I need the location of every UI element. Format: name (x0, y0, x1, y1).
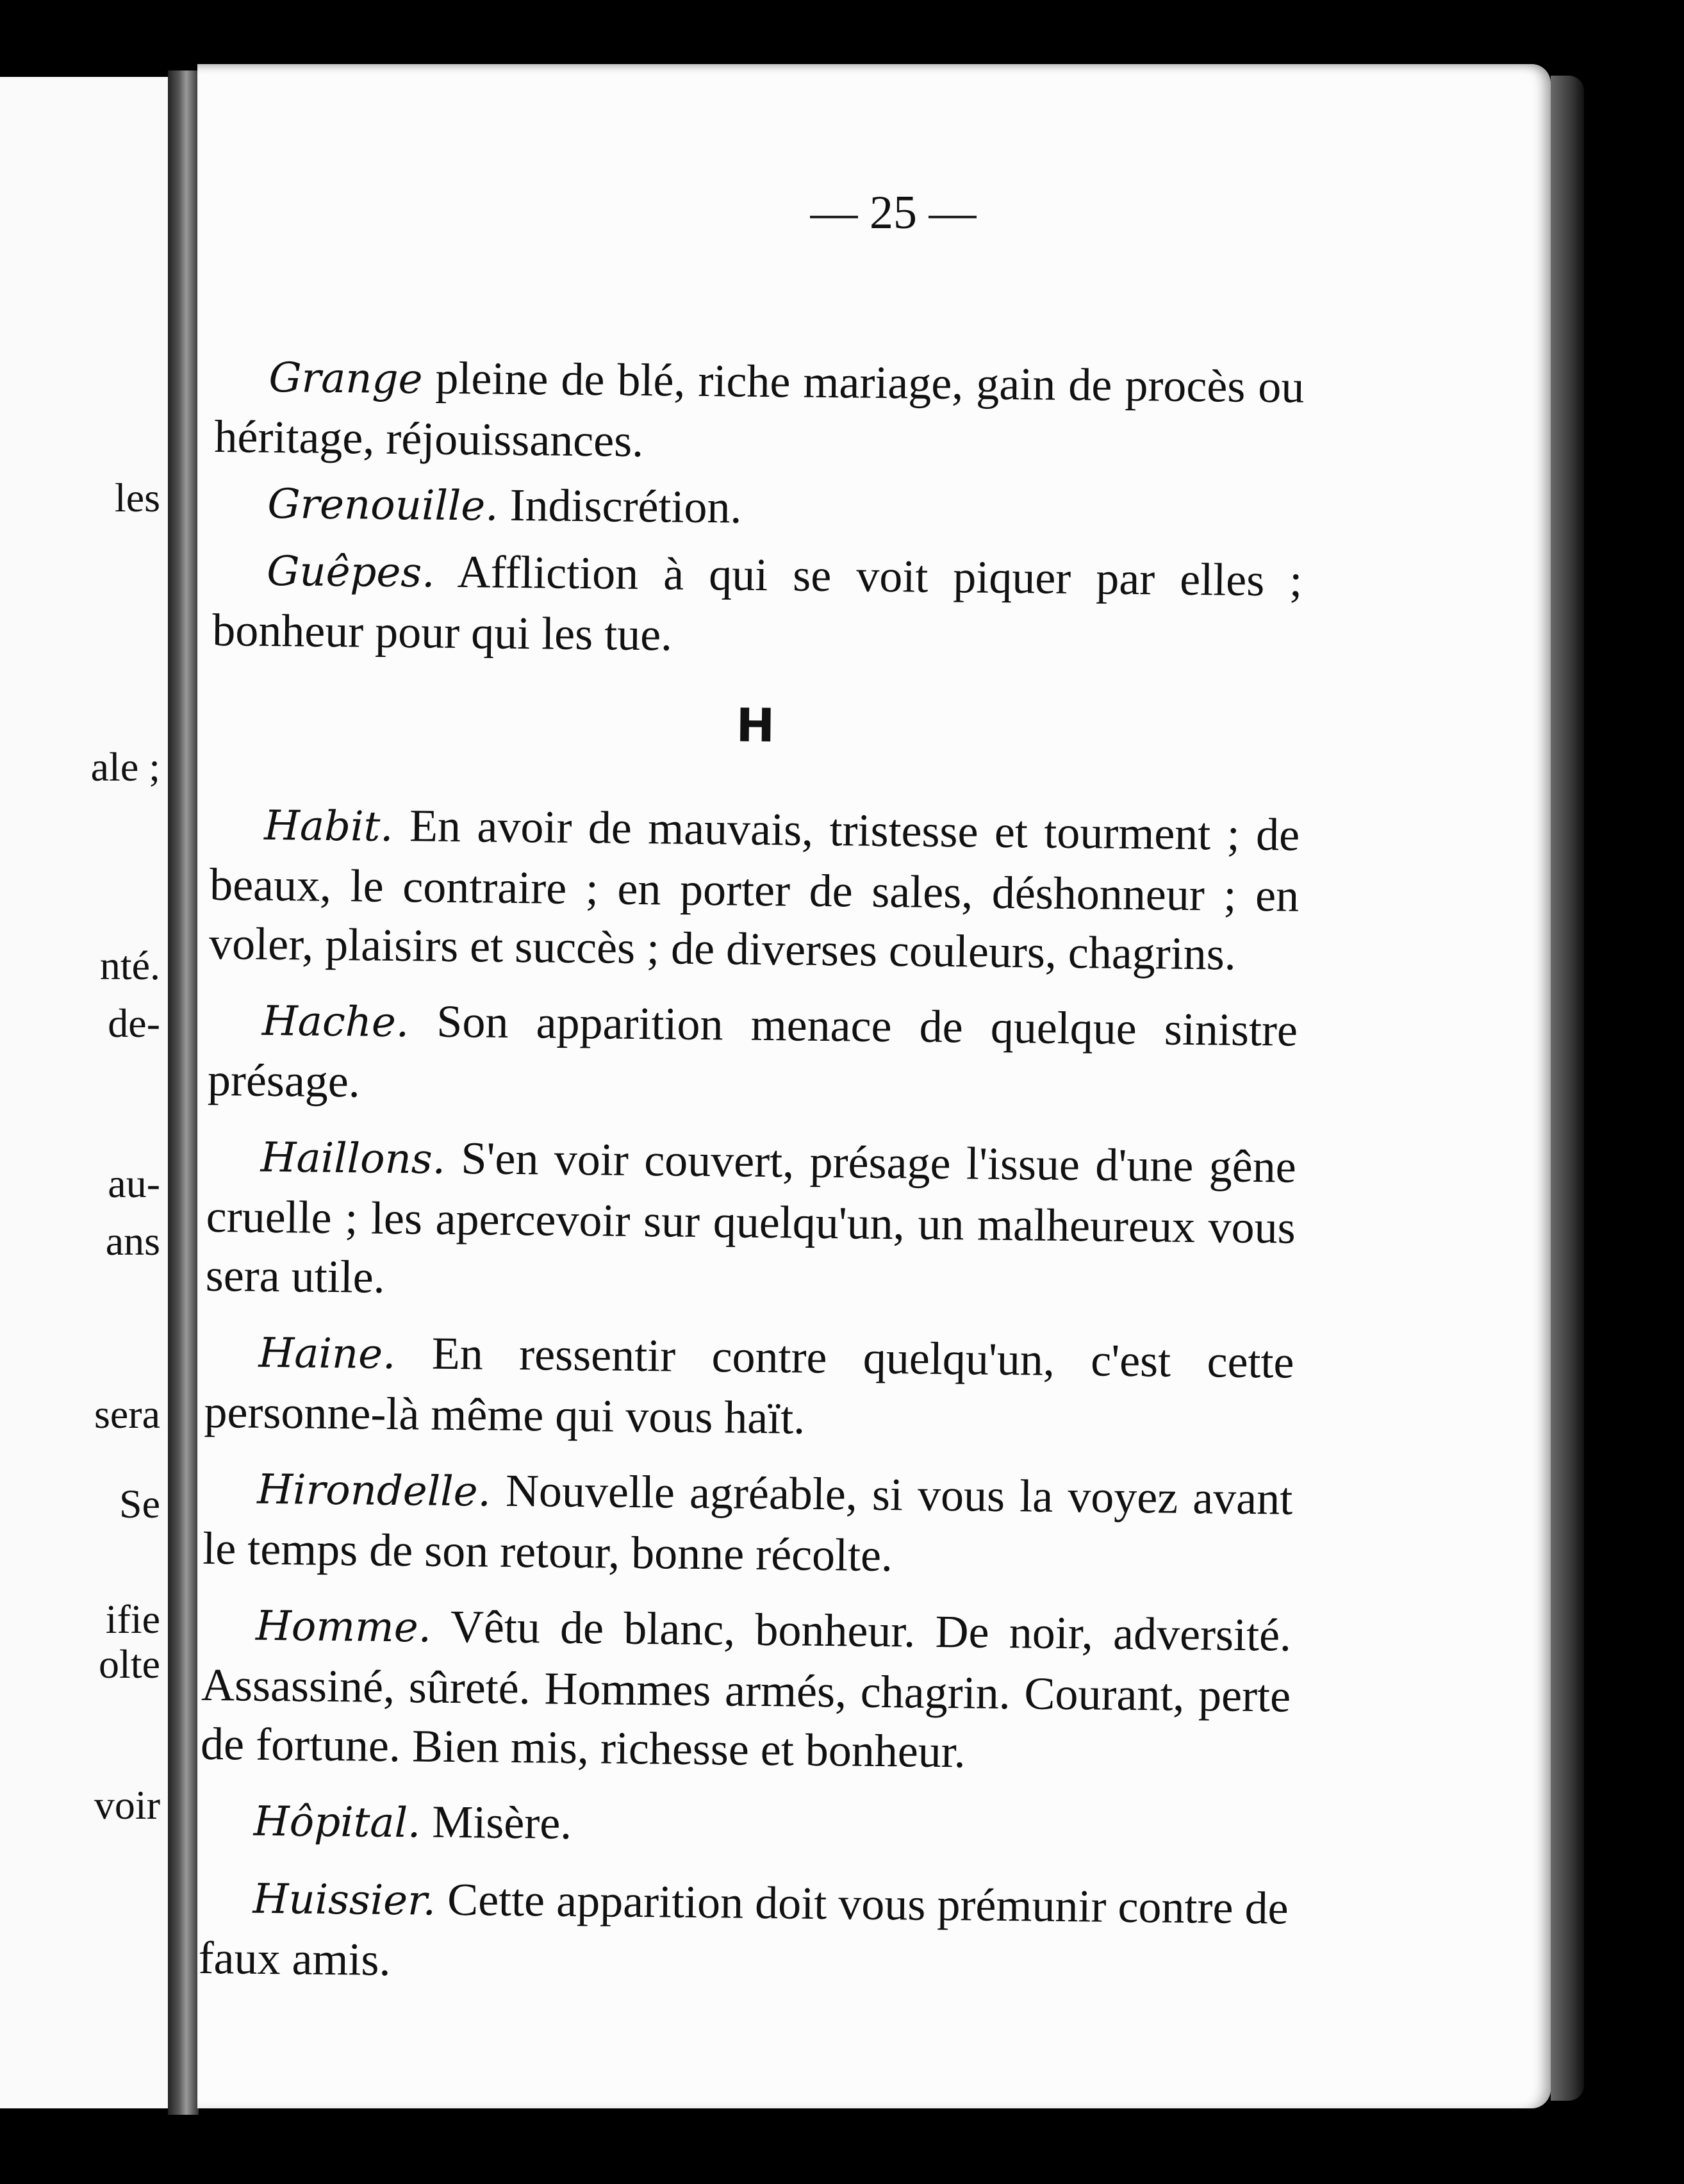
left-page-fragment: voir (94, 1782, 160, 1828)
entry-text: En avoir de mauvais, tristesse et tourment ; de beaux, le contraire ; en porter de sales, déshonneur ; en voler, plaisirs et succès ; de diverses couleurs, chagrins. (208, 799, 1300, 980)
entry-term: Huissier. (252, 1875, 436, 1925)
entry-text: Vêtu de blanc, bonheur. De noir, adversité. Assassiné, sûreté. Hommes armés, chagrin. Courant, perte de fortune. Bien mis, richesse et bonheur. (200, 1600, 1292, 1778)
dictionary-entry (198, 1867, 1289, 1999)
section-heading: H (736, 698, 777, 753)
dictionary-entry (201, 1594, 1292, 1785)
dictionary-entry (208, 989, 1298, 1121)
entry-text: En ressentir contre quelqu'un, c'est cette personne-là même qui vous haït. (204, 1327, 1294, 1444)
left-page-fragment: sera (94, 1391, 160, 1437)
left-page-fragment: nté. (99, 943, 160, 988)
book-page (197, 64, 1551, 2108)
book-gutter (168, 70, 199, 2115)
left-page-fragment: olte (99, 1641, 160, 1687)
left-page-fragment: ale ; (90, 744, 160, 790)
entry-text: pleine de blé, riche mariage, gain de procès ou héritage, réjouissances. (214, 352, 1305, 467)
entry-text: S'en voir couvert, présage l'issue d'une gêne cruelle ; les apercevoir sur quelqu'un, un malheureux vous sera utile. (205, 1132, 1297, 1303)
entry-text: Cette apparition doit vous prémunir contre de faux amis. (198, 1873, 1289, 1986)
left-page-fragment: les (114, 475, 160, 520)
dictionary-entry (202, 1458, 1293, 1589)
entry-term: Hache. (261, 997, 409, 1047)
dictionary-entry (212, 540, 1303, 671)
left-page-fragment: de- (108, 1000, 160, 1046)
previous-page-edge (0, 77, 168, 2108)
left-page-fragment: au- (108, 1161, 160, 1206)
dictionary-entry (205, 1126, 1296, 1316)
left-page-fragment: ans (105, 1218, 160, 1264)
entry-term: Hirondelle. (256, 1466, 491, 1516)
entry-text: Son apparition menace de quelque sinistre présage. (207, 995, 1298, 1107)
entry-term: Grenouille. (267, 480, 499, 531)
entry-text: Indiscrétion. (498, 479, 742, 533)
dictionary-entry (209, 794, 1300, 984)
page-text (198, 346, 1305, 2015)
entry-term: Homme. (255, 1602, 432, 1652)
entry-term: Haine. (258, 1329, 396, 1379)
dictionary-entry (204, 1321, 1294, 1453)
page-edge-shadow (1551, 76, 1584, 2101)
dictionary-entry (214, 346, 1305, 477)
entry-term: Guêpes. (266, 547, 435, 597)
entry-term: Haillons. (260, 1134, 446, 1184)
dictionary-entry (213, 472, 1303, 545)
left-page-fragment: ifie (105, 1596, 160, 1642)
entry-term: Habit. (263, 802, 394, 851)
entry-term: Hôpital. (253, 1798, 421, 1848)
page-number: — 25 — (810, 186, 977, 239)
left-page-fragment: Se (119, 1481, 160, 1526)
entry-text: Nouvelle agréable, si vous la voyez avant le temps de son retour, bonne récolte. (202, 1464, 1293, 1582)
dictionary-entry (199, 1790, 1289, 1862)
entry-text: Affliction à qui se voit piquer par elles ; bonheur pour qui les tue. (211, 545, 1303, 661)
entry-term: Grange (268, 354, 423, 404)
entry-text: Misère. (420, 1796, 572, 1849)
